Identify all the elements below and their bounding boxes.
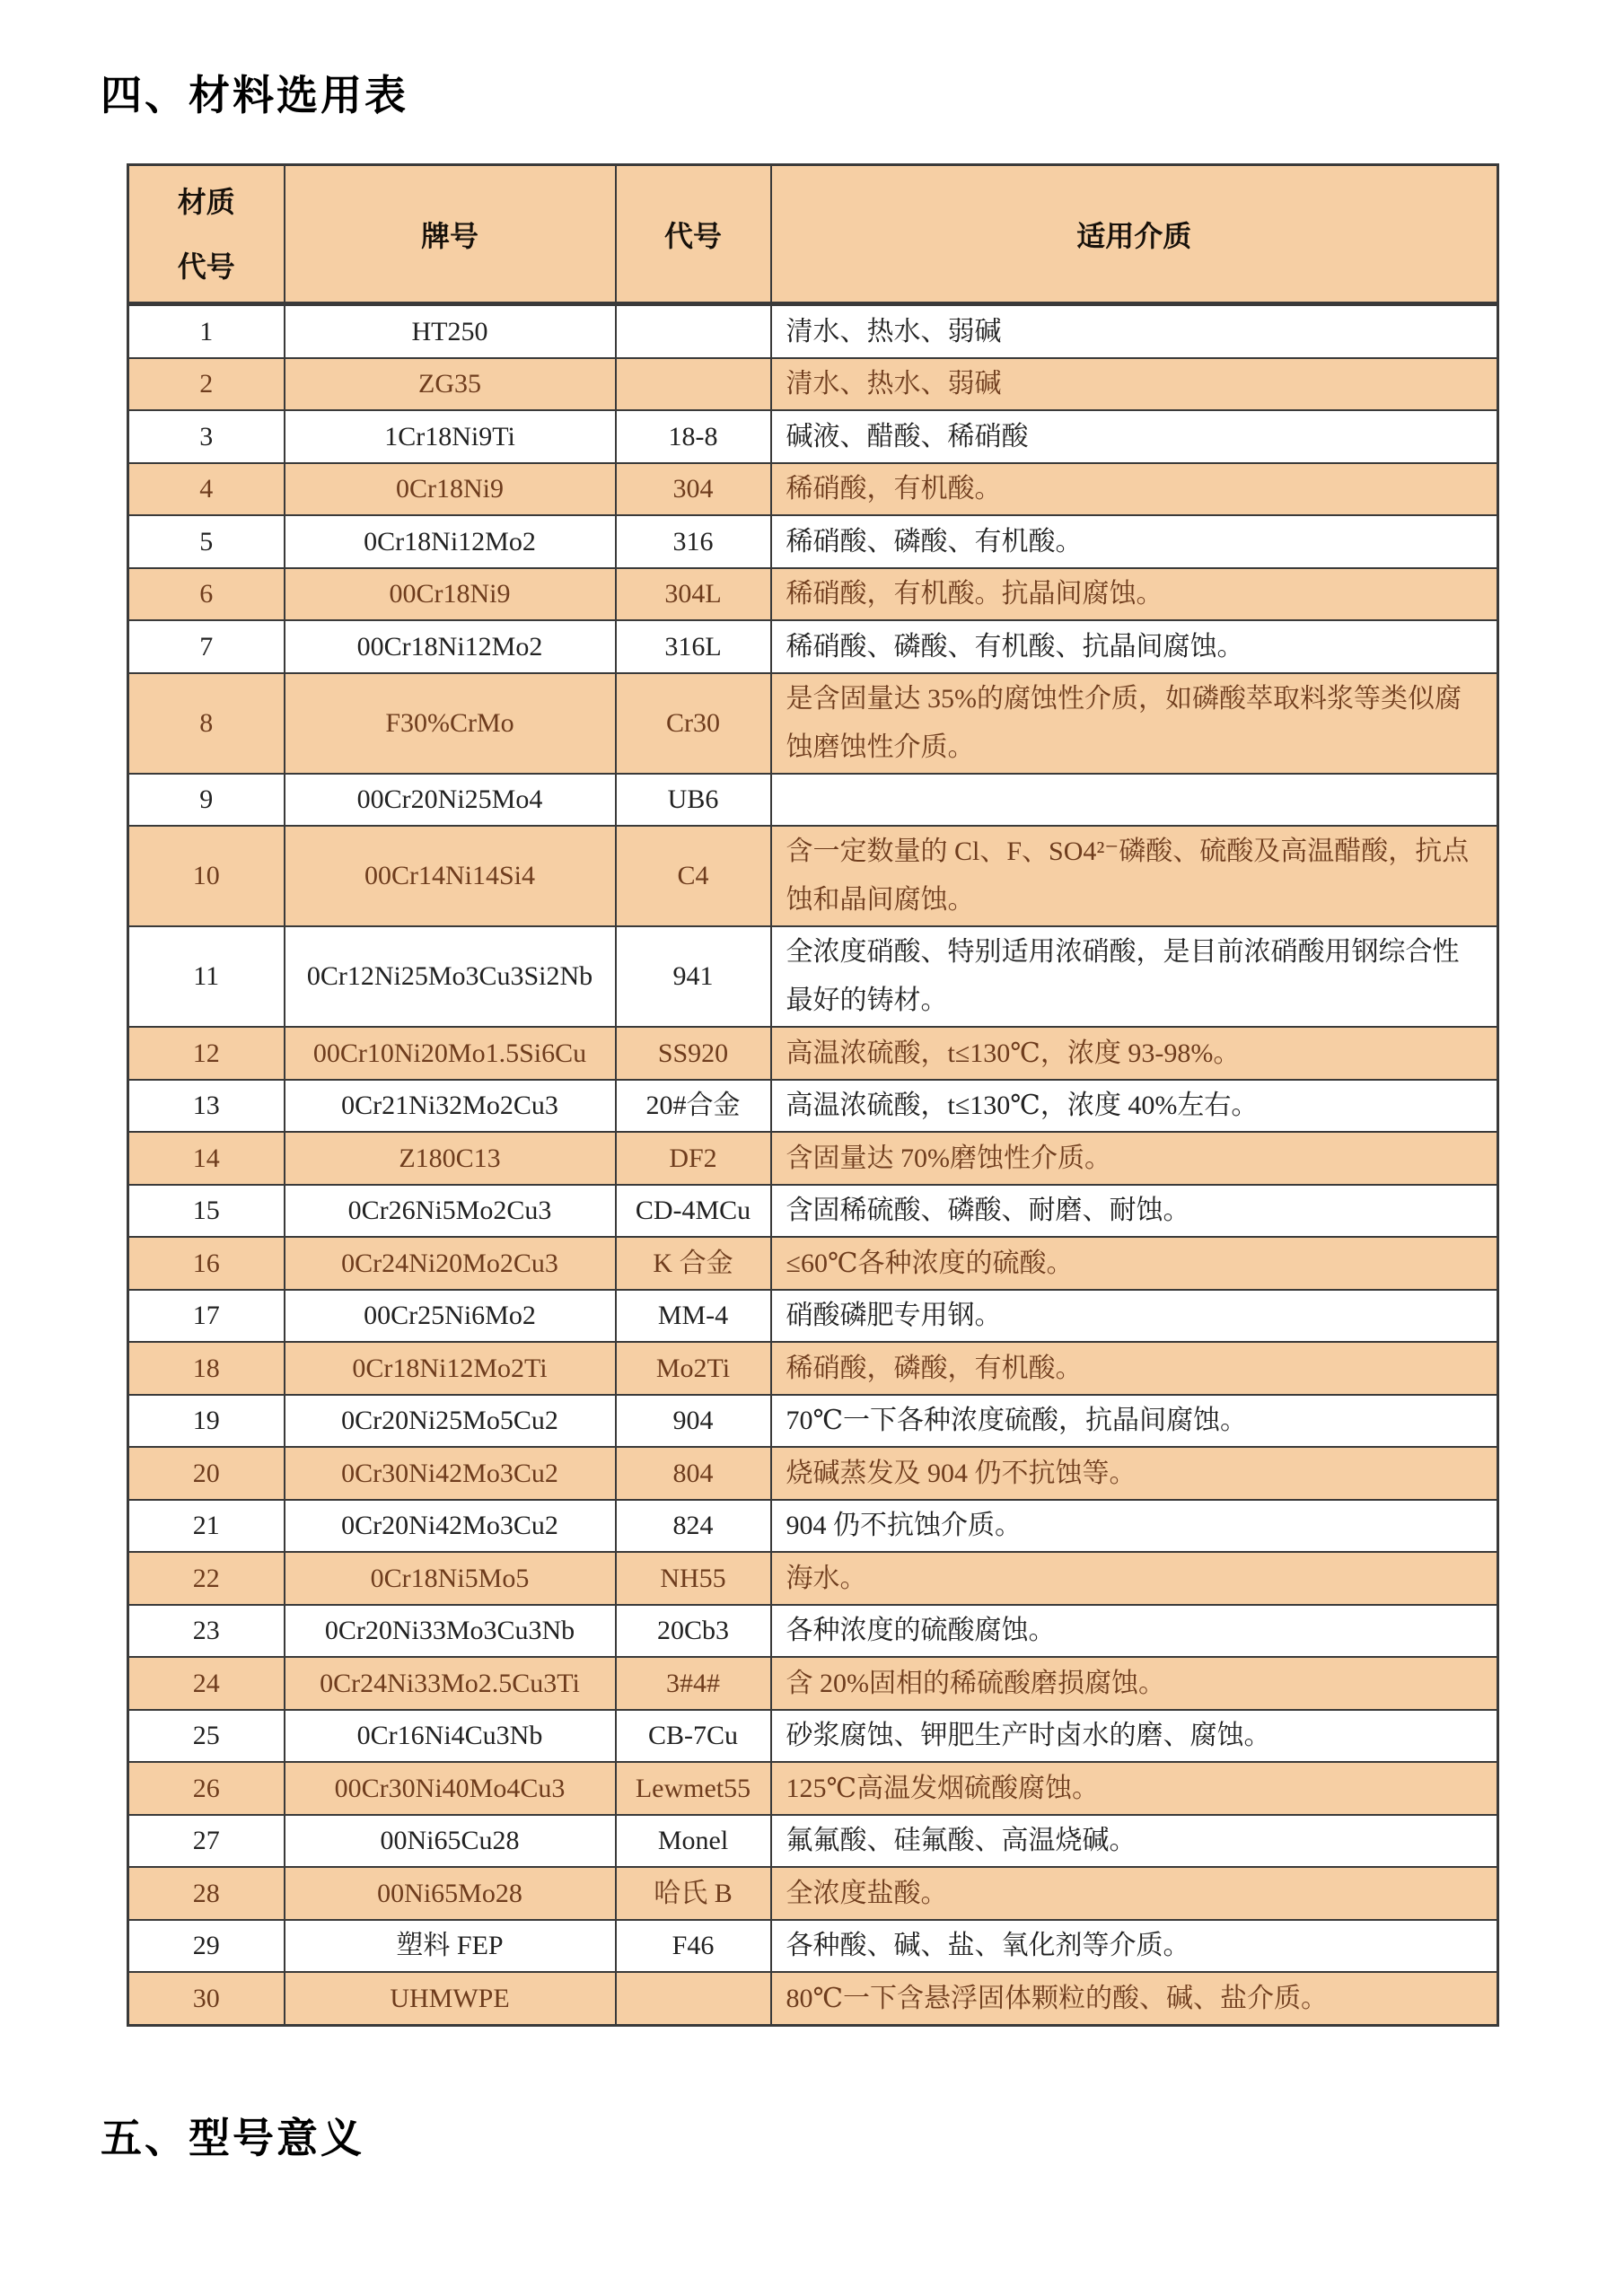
cell-alias: Mo2Ti xyxy=(616,1342,771,1395)
cell-alias: 304L xyxy=(616,568,771,621)
cell-material-code: 4 xyxy=(128,463,285,516)
cell-media: 清水、热水、弱碱 xyxy=(771,358,1498,411)
cell-grade: 00Cr20Ni25Mo4 xyxy=(285,774,616,827)
cell-grade: HT250 xyxy=(285,304,616,358)
cell-media: 氟氟酸、硅氟酸、高温烧碱。 xyxy=(771,1815,1498,1868)
table-row xyxy=(128,673,1498,774)
cell-material-code: 16 xyxy=(128,1237,285,1290)
table-row xyxy=(128,1290,1498,1343)
cell-alias: CB-7Cu xyxy=(616,1710,771,1763)
cell-material-code: 12 xyxy=(128,1027,285,1080)
cell-media: 904 仍不抗蚀介质。 xyxy=(771,1500,1498,1553)
cell-grade: ZG35 xyxy=(285,358,616,411)
cell-media: 各种酸、碱、盐、氧化剂等介质。 xyxy=(771,1920,1498,1973)
section-title-model-meaning: 五、型号意义 xyxy=(101,2114,364,2162)
cell-material-code: 18 xyxy=(128,1342,285,1395)
cell-media: 海水。 xyxy=(771,1552,1498,1605)
cell-material-code: 30 xyxy=(128,1972,285,2025)
cell-alias xyxy=(616,1972,771,2025)
cell-media: 含一定数量的 Cl、F、SO4²⁻磷酸、硫酸及高温醋酸，抗点蚀和晶间腐蚀。 xyxy=(771,826,1498,926)
cell-media: 含固稀硫酸、磷酸、耐磨、耐蚀。 xyxy=(771,1185,1498,1238)
cell-media: 砂浆腐蚀、钾肥生产时卤水的磨、腐蚀。 xyxy=(771,1710,1498,1763)
table-row xyxy=(128,1815,1498,1868)
cell-alias: Cr30 xyxy=(616,673,771,774)
cell-alias: 941 xyxy=(616,926,771,1027)
cell-grade: 0Cr24Ni33Mo2.5Cu3Ti xyxy=(285,1657,616,1710)
cell-media: 稀硝酸，有机酸。抗晶间腐蚀。 xyxy=(771,568,1498,621)
cell-material-code: 23 xyxy=(128,1605,285,1658)
cell-material-code: 9 xyxy=(128,774,285,827)
table-row xyxy=(128,1605,1498,1658)
cell-material-code: 25 xyxy=(128,1710,285,1763)
cell-grade: 0Cr16Ni4Cu3Nb xyxy=(285,1710,616,1763)
table-row xyxy=(128,304,1498,358)
cell-alias: C4 xyxy=(616,826,771,926)
section-title-material-table: 四、材料选用表 xyxy=(101,71,408,119)
table-row xyxy=(128,1710,1498,1763)
cell-alias: 20Cb3 xyxy=(616,1605,771,1658)
cell-media: 清水、热水、弱碱 xyxy=(771,304,1498,358)
cell-media: 全浓度硝酸、特别适用浓硝酸，是目前浓硝酸用钢综合性最好的铸材。 xyxy=(771,926,1498,1027)
table-row xyxy=(128,1080,1498,1133)
cell-grade: 0Cr26Ni5Mo2Cu3 xyxy=(285,1185,616,1238)
cell-grade: 0Cr21Ni32Mo2Cu3 xyxy=(285,1080,616,1133)
cell-media xyxy=(771,774,1498,827)
table-row xyxy=(128,358,1498,411)
table-row xyxy=(128,926,1498,1027)
cell-material-code: 24 xyxy=(128,1657,285,1710)
cell-material-code: 1 xyxy=(128,304,285,358)
cell-media: 70℃一下各种浓度硫酸，抗晶间腐蚀。 xyxy=(771,1395,1498,1448)
cell-media: 高温浓硫酸，t≤130℃，浓度 40%左右。 xyxy=(771,1080,1498,1133)
cell-media: 稀硝酸、磷酸、有机酸、抗晶间腐蚀。 xyxy=(771,620,1498,673)
cell-media: 高温浓硫酸，t≤130℃，浓度 93-98%。 xyxy=(771,1027,1498,1080)
cell-material-code: 7 xyxy=(128,620,285,673)
cell-alias: 304 xyxy=(616,463,771,516)
header-material-code-line2: 代号 xyxy=(177,250,235,283)
cell-grade: 0Cr20Ni42Mo3Cu2 xyxy=(285,1500,616,1553)
cell-alias: Lewmet55 xyxy=(616,1762,771,1815)
cell-material-code: 20 xyxy=(128,1447,285,1500)
cell-material-code: 6 xyxy=(128,568,285,621)
cell-media: 硝酸磷肥专用钢。 xyxy=(771,1290,1498,1343)
cell-grade: 00Cr18Ni12Mo2 xyxy=(285,620,616,673)
material-selection-table xyxy=(127,163,1499,2027)
table-row xyxy=(128,774,1498,827)
header-grade: 牌号 xyxy=(285,165,616,304)
table-row xyxy=(128,568,1498,621)
table-row xyxy=(128,1237,1498,1290)
table-row xyxy=(128,1657,1498,1710)
cell-alias: F46 xyxy=(616,1920,771,1973)
cell-material-code: 22 xyxy=(128,1552,285,1605)
cell-grade: 00Ni65Mo28 xyxy=(285,1867,616,1920)
cell-alias: UB6 xyxy=(616,774,771,827)
cell-grade: 00Cr18Ni9 xyxy=(285,568,616,621)
cell-grade: 00Cr10Ni20Mo1.5Si6Cu xyxy=(285,1027,616,1080)
cell-alias: 804 xyxy=(616,1447,771,1500)
cell-alias: 20#合金 xyxy=(616,1080,771,1133)
cell-media: 烧碱蒸发及 904 仍不抗蚀等。 xyxy=(771,1447,1498,1500)
cell-media: 稀硝酸，有机酸。 xyxy=(771,463,1498,516)
table-row xyxy=(128,1552,1498,1605)
cell-alias: 316L xyxy=(616,620,771,673)
cell-alias: K 合金 xyxy=(616,1237,771,1290)
cell-alias: 824 xyxy=(616,1500,771,1553)
header-material-code-line1: 材质 xyxy=(177,185,235,218)
cell-material-code: 19 xyxy=(128,1395,285,1448)
cell-alias: 3#4# xyxy=(616,1657,771,1710)
cell-alias: 哈氏 B xyxy=(616,1867,771,1920)
cell-grade: 0Cr20Ni33Mo3Cu3Nb xyxy=(285,1605,616,1658)
cell-alias xyxy=(616,358,771,411)
table-row xyxy=(128,1447,1498,1500)
cell-material-code: 2 xyxy=(128,358,285,411)
header-material-code xyxy=(128,165,285,304)
cell-alias xyxy=(616,304,771,358)
cell-media: 稀硝酸、磷酸、有机酸。 xyxy=(771,515,1498,568)
cell-media: 全浓度盐酸。 xyxy=(771,1867,1498,1920)
cell-grade: 00Cr14Ni14Si4 xyxy=(285,826,616,926)
cell-material-code: 10 xyxy=(128,826,285,926)
cell-material-code: 3 xyxy=(128,410,285,463)
table-row xyxy=(128,1342,1498,1395)
cell-alias: 904 xyxy=(616,1395,771,1448)
header-alias: 代号 xyxy=(616,165,771,304)
header-media: 适用介质 xyxy=(771,165,1498,304)
cell-grade: F30%CrMo xyxy=(285,673,616,774)
cell-grade: 0Cr30Ni42Mo3Cu2 xyxy=(285,1447,616,1500)
table-row xyxy=(128,463,1498,516)
cell-alias: CD-4MCu xyxy=(616,1185,771,1238)
table-row xyxy=(128,1867,1498,1920)
table-row xyxy=(128,1972,1498,2025)
cell-material-code: 5 xyxy=(128,515,285,568)
cell-grade: 0Cr20Ni25Mo5Cu2 xyxy=(285,1395,616,1448)
table-row xyxy=(128,1027,1498,1080)
cell-grade: 00Cr30Ni40Mo4Cu3 xyxy=(285,1762,616,1815)
cell-material-code: 14 xyxy=(128,1132,285,1185)
cell-grade: 0Cr24Ni20Mo2Cu3 xyxy=(285,1237,616,1290)
cell-material-code: 26 xyxy=(128,1762,285,1815)
table-header-row xyxy=(128,165,1498,304)
cell-grade: 0Cr18Ni12Mo2Ti xyxy=(285,1342,616,1395)
cell-media: 125℃高温发烟硫酸腐蚀。 xyxy=(771,1762,1498,1815)
cell-material-code: 8 xyxy=(128,673,285,774)
table-row xyxy=(128,1762,1498,1815)
cell-alias: 316 xyxy=(616,515,771,568)
cell-grade: 0Cr12Ni25Mo3Cu3Si2Nb xyxy=(285,926,616,1027)
cell-grade: 1Cr18Ni9Ti xyxy=(285,410,616,463)
table-header xyxy=(128,165,1498,304)
cell-alias: Monel xyxy=(616,1815,771,1868)
cell-alias: MM-4 xyxy=(616,1290,771,1343)
cell-media: 碱液、醋酸、稀硝酸 xyxy=(771,410,1498,463)
cell-grade: 0Cr18Ni9 xyxy=(285,463,616,516)
table-row xyxy=(128,1920,1498,1973)
cell-grade: 00Ni65Cu28 xyxy=(285,1815,616,1868)
cell-media: 80℃一下含悬浮固体颗粒的酸、碱、盐介质。 xyxy=(771,1972,1498,2025)
cell-grade: 00Cr25Ni6Mo2 xyxy=(285,1290,616,1343)
cell-material-code: 28 xyxy=(128,1867,285,1920)
cell-media: 各种浓度的硫酸腐蚀。 xyxy=(771,1605,1498,1658)
table-row xyxy=(128,1395,1498,1448)
table-row xyxy=(128,620,1498,673)
table-row xyxy=(128,1185,1498,1238)
table-row xyxy=(128,515,1498,568)
cell-media: 是含固量达 35%的腐蚀性介质，如磷酸萃取料浆等类似腐蚀磨蚀性介质。 xyxy=(771,673,1498,774)
cell-alias: 18-8 xyxy=(616,410,771,463)
cell-grade: Z180C13 xyxy=(285,1132,616,1185)
cell-material-code: 15 xyxy=(128,1185,285,1238)
cell-material-code: 29 xyxy=(128,1920,285,1973)
table-row xyxy=(128,1132,1498,1185)
cell-grade: 0Cr18Ni12Mo2 xyxy=(285,515,616,568)
cell-material-code: 21 xyxy=(128,1500,285,1553)
cell-material-code: 11 xyxy=(128,926,285,1027)
table-row xyxy=(128,826,1498,926)
header-material-code-stack xyxy=(129,170,284,299)
cell-alias: SS920 xyxy=(616,1027,771,1080)
cell-material-code: 13 xyxy=(128,1080,285,1133)
cell-alias: NH55 xyxy=(616,1552,771,1605)
table-row xyxy=(128,410,1498,463)
cell-grade: UHMWPE xyxy=(285,1972,616,2025)
cell-media: 稀硝酸，磷酸，有机酸。 xyxy=(771,1342,1498,1395)
table-body xyxy=(128,304,1498,2026)
cell-grade: 塑料 FEP xyxy=(285,1920,616,1973)
cell-grade: 0Cr18Ni5Mo5 xyxy=(285,1552,616,1605)
cell-media: ≤60℃各种浓度的硫酸。 xyxy=(771,1237,1498,1290)
cell-material-code: 17 xyxy=(128,1290,285,1343)
cell-media: 含 20%固相的稀硫酸磨损腐蚀。 xyxy=(771,1657,1498,1710)
cell-media: 含固量达 70%磨蚀性介质。 xyxy=(771,1132,1498,1185)
cell-material-code: 27 xyxy=(128,1815,285,1868)
cell-alias: DF2 xyxy=(616,1132,771,1185)
table-row xyxy=(128,1500,1498,1553)
